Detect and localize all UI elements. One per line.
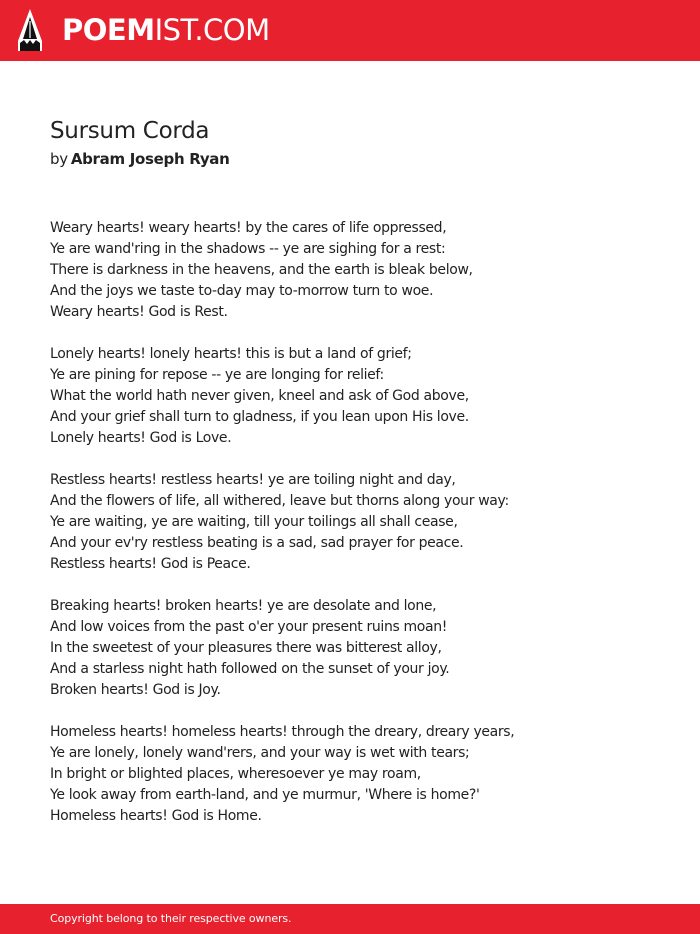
poem-line: And the joys we taste to-day may to-morrow turn to woe.	[50, 283, 434, 299]
by-label: by	[50, 150, 68, 168]
stanza	[50, 218, 670, 323]
poem-line: Restless hearts! God is Peace.	[50, 556, 251, 572]
poem-line: Weary hearts! God is Rest.	[50, 304, 228, 320]
poem-line: Lonely hearts! lonely hearts! this is but a land of grief;	[50, 346, 412, 362]
poem-line: Broken hearts! God is Joy.	[50, 682, 221, 698]
pen-nib-icon	[18, 9, 42, 51]
site-logo[interactable]	[18, 9, 270, 51]
poem-line: And the flowers of life, all withered, leave but thorns along your way:	[50, 493, 509, 509]
byline	[50, 149, 230, 169]
poem-line: And your grief shall turn to gladness, if you lean upon His love.	[50, 409, 469, 425]
poem-line: Breaking hearts! broken hearts! ye are desolate and lone,	[50, 598, 437, 614]
poem-line: Homeless hearts! homeless hearts! through the dreary, dreary years,	[50, 724, 515, 740]
poem-line: In the sweetest of your pleasures there was bitterest alloy,	[50, 640, 442, 656]
poem-line: Lonely hearts! God is Love.	[50, 430, 232, 446]
poem-line: Ye are waiting, ye are waiting, till your toilings all shall cease,	[50, 514, 458, 530]
stanza	[50, 722, 670, 827]
poem-line: And your ev'ry restless beating is a sad, sad prayer for peace.	[50, 535, 464, 551]
poem-title: Sursum Corda	[50, 118, 210, 144]
site-footer	[0, 904, 700, 934]
poem-line: And low voices from the past o'er your present ruins moan!	[50, 619, 448, 635]
poem-line: Homeless hearts! God is Home.	[50, 808, 262, 824]
site-header	[0, 0, 700, 61]
copyright-notice: Copyright belong to their respective owners.	[50, 912, 292, 925]
stanza	[50, 596, 670, 701]
poem-line: Ye are lonely, lonely wand'rers, and your way is wet with tears;	[50, 745, 470, 761]
poem-body	[50, 218, 670, 848]
poem-line: Weary hearts! weary hearts! by the cares of life oppressed,	[50, 220, 447, 236]
poem-line: And a starless night hath followed on the sunset of your joy.	[50, 661, 450, 677]
stanza	[50, 470, 670, 575]
poem-line: There is darkness in the heavens, and the earth is bleak below,	[50, 262, 473, 278]
site-name-bold: POEM	[62, 13, 155, 47]
stanza	[50, 344, 670, 449]
poem-line: Ye look away from earth-land, and ye murmur, 'Where is home?'	[50, 787, 480, 803]
poem-line: What the world hath never given, kneel and ask of God above,	[50, 388, 469, 404]
site-name-light: IST.COM	[154, 13, 270, 47]
author-name: Abram Joseph Ryan	[70, 150, 230, 168]
poem-line: In bright or blighted places, wheresoever ye may roam,	[50, 766, 421, 782]
poem-line: Ye are pining for repose -- ye are longing for relief:	[50, 367, 384, 383]
poem-line: Restless hearts! restless hearts! ye are toiling night and day,	[50, 472, 456, 488]
poem-line: Ye are wand'ring in the shadows -- ye are sighing for a rest:	[50, 241, 446, 257]
site-name	[62, 9, 270, 51]
